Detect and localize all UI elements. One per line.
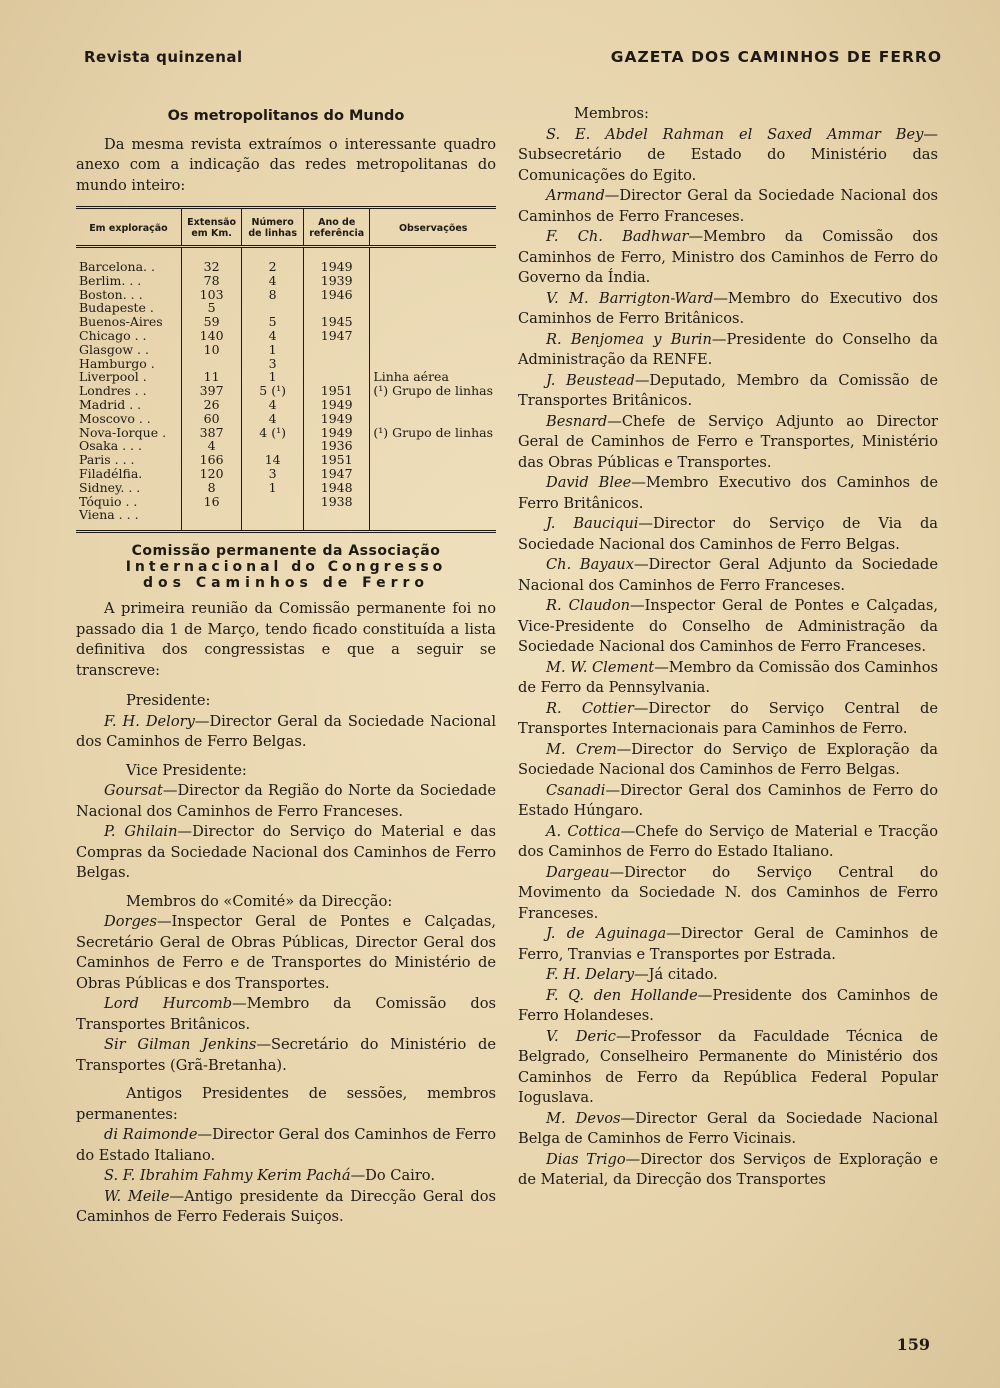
dash-separator: — [197,1126,213,1144]
table-cell [242,495,304,509]
table-cell: Nova-Iorque . [79,424,167,440]
member-name: Dorges [104,913,157,931]
table-cell: 1 [242,370,304,384]
header-right: GAZETA DOS CAMINHOS DE FERRO [610,48,942,66]
table-cell: 78 [181,274,241,288]
table-row [76,370,496,384]
member-entry [518,863,938,925]
member-name: V. Deric [546,1027,616,1045]
member-entry [518,781,938,822]
table-cell: Chicago . . [79,327,147,343]
table-cell [370,467,496,481]
table-cell: 1939 [303,274,369,288]
table-cell [181,508,241,531]
table-cell: 60 [181,412,241,426]
table-cell: 59 [181,315,241,329]
table-cell: 5 [242,315,304,329]
table-cell [370,301,496,315]
table-cell [181,357,241,371]
member-description: Director do Serviço de Via da Sociedade Nacional dos Caminhos de Ferro Belgas. [518,515,938,553]
table-row [76,384,496,398]
table-cell: 1947 [303,329,369,343]
member-name: R. Cottier [546,699,634,717]
member-name: F. Ch. Badhwar [546,228,689,245]
table-cell: Londres . . [79,383,147,399]
table-cell: 8 [181,481,241,495]
table-cell: 1938 [303,495,369,509]
table-row [76,453,496,467]
member-name: R. Benjomea y Burin [546,330,712,348]
table-cell: 10 [181,343,241,357]
table-cell [370,508,496,531]
comite-list [76,912,496,1076]
dash-separator: — [177,823,193,841]
right-column [518,104,938,1191]
member-name: M. Crem [546,740,617,758]
table-cell: 4 (¹) [242,426,304,440]
table-cell: 4 [242,398,304,412]
table-row [76,343,496,357]
dash-separator: — [609,863,625,881]
member-description: Já citado. [648,966,718,983]
member-name: di Raimonde [104,1126,198,1144]
member-entry [518,822,938,863]
table-row [76,329,496,343]
member-name: Lord Hurcomb [104,995,233,1013]
member-entry [518,412,938,474]
commission-title [76,543,496,591]
member-entry [76,1187,496,1228]
table-cell: 11 [181,370,241,384]
table-cell: 16 [181,495,241,509]
dash-separator: — [616,740,632,758]
member-description: Director Geral da Sociedade Nacional Belga de Caminhos de Ferro Vicinais. [518,1109,938,1147]
table-cell [370,412,496,426]
table-cell: Linha aérea [370,370,496,384]
member-entry [76,912,496,994]
table-cell: 1 [242,481,304,495]
table-cell [303,357,369,371]
member-entry [518,658,938,699]
table-cell: 1949 [303,247,369,274]
dash-separator: — [162,782,178,800]
col-header: Extensão em Km. [181,208,241,247]
commission-title-line: Comissão permanente da Associação [131,543,441,560]
table-cell: 1949 [303,398,369,412]
member-entry [518,473,938,514]
table-cell: Tóquio . . [79,493,138,509]
metro-table-header [76,208,496,247]
member-entry [518,924,938,965]
table-row [76,398,496,412]
member-entry [518,125,938,187]
member-entry [76,1166,496,1187]
member-entry [518,986,938,1027]
table-row [76,301,496,315]
table-cell: Buenos-Aires [79,314,163,330]
member-description: Director Geral de Caminhos de Ferro, Tranvias e Transportes por Estrada. [518,925,938,963]
table-cell: Paris . . . [79,452,135,468]
dash-separator: — [256,1036,272,1054]
table-cell: 1946 [303,288,369,302]
member-name: Csanadi [546,781,606,799]
dash-separator: — [711,330,727,348]
page-number: 159 [896,1335,930,1354]
dash-separator: — [620,822,636,840]
table-row [76,357,496,371]
table-row [76,315,496,329]
table-cell: (¹) Grupo de linhas [370,384,496,398]
member-name: Dias Trigo [546,1150,626,1168]
member-description: Director do Serviço Central do Movimento da Sociedade N. dos Caminhos de Ferro Franceses. [518,863,938,922]
table-row [76,288,496,302]
table-cell [242,301,304,315]
presidente-list [76,712,496,753]
member-description: Deputado, Membro da Comissão de Transportes Britânicos. [518,371,938,409]
member-entry [518,186,938,227]
antigos-heading: Antigos Presidentes de sessões, membros permanentes: [76,1085,496,1123]
member-description: Antigo presidente da Direcção Geral dos Caminhos de Ferro Federais Suiços. [76,1187,496,1226]
member-name: F. Q. den Hollande [546,986,698,1004]
member-entry [76,822,496,884]
member-description: Membro do Executivo dos Caminhos de Ferro Britânicos. [518,289,938,327]
vice-list [76,781,496,884]
table-cell: 1951 [303,384,369,398]
member-description: Chefe de Serviço Adjunto ao Director Geral de Caminhos de Ferro e Transportes, Ministério das Obras Públicas e Transportes. [518,412,938,471]
table-cell: 4 [242,329,304,343]
dash-separator: — [605,781,621,799]
dash-separator: — [634,966,649,983]
table-cell [303,343,369,357]
table-cell: 1951 [303,453,369,467]
member-name: Sir Gilman Jenkins [104,1036,257,1054]
member-description: Membro da Comissão dos Caminhos de Ferro da Pennsylvania. [518,658,938,696]
table-cell: Berlim. . . [79,272,142,288]
table-cell: 4 [242,274,304,288]
table-cell: Barcelona. . [79,259,155,274]
member-description: Do Cairo. [365,1167,435,1185]
table-cell: 4 [242,412,304,426]
dash-separator: — [156,913,172,931]
member-description: Inspector Geral de Pontes e Calçadas, Secretário Geral de Obras Públicas, Director Geral dos Caminhos de Ferro e de Transportes do Ministério de Obras Públicas e dos Transportes. [76,913,496,992]
member-entry [518,289,938,330]
table-cell: 1949 [303,412,369,426]
table-cell: 397 [181,384,241,398]
member-name: M. Devos [546,1109,621,1127]
table-cell: Budapeste . [79,300,154,316]
table-cell: 2 [242,247,304,274]
member-description: Director do Serviço do Material e das Compras da Sociedade Nacional dos Caminhos de Ferro Belgas. [76,823,496,882]
member-description: Director Geral dos Caminhos de Ferro do Estado Húngaro. [518,781,938,819]
dash-separator: — [697,986,713,1004]
dash-separator: — [634,371,650,389]
member-entry [518,965,938,986]
table-cell [370,288,496,302]
dash-separator: — [633,556,649,573]
member-entry [518,740,938,781]
member-name: V. M. Barrigton-Ward [546,289,714,307]
member-description: Chefe do Serviço de Material e Tracção dos Caminhos de Ferro do Estado Italiano. [518,822,938,860]
table-cell: 1948 [303,481,369,495]
dash-separator: — [688,228,704,245]
member-entry [76,1035,496,1076]
table-row [76,495,496,509]
member-description: Director Geral dos Caminhos de Ferro do Estado Italiano. [76,1126,497,1164]
member-description: Director do Serviço Central de Transportes Internacionais para Caminhos de Ferro. [518,699,938,737]
dash-separator: — [638,515,654,532]
table-cell [370,481,496,495]
member-name: S. F. Ibrahim Fahmy Kerim Pachá [104,1167,351,1185]
metro-table [76,206,496,533]
table-cell: (¹) Grupo de linhas [370,426,496,440]
member-entry [518,330,938,371]
table-cell [370,357,496,371]
table-cell [370,315,496,329]
member-description: Membro da Comissão dos Caminhos de Ferro, Ministro dos Caminhos de Ferro do Governo da Índia. [518,228,939,286]
member-description: Professor da Faculdade Técnica de Belgrado, Conselheiro Permanente do Ministério dos Caminhos de Ferro da República Federal Popular Ioguslava. [518,1027,939,1106]
table-cell: Madrid . . [79,396,142,412]
table-cell: 103 [181,288,241,302]
metro-intro: Da mesma revista extraímos o interessante quadro anexo com a indicação das redes metropolitanas do mundo inteiro: [76,135,496,194]
member-entry [518,1150,938,1191]
table-cell: 14 [242,453,304,467]
dash-separator: — [654,658,669,676]
left-column [76,104,496,1228]
member-entry [518,227,938,289]
table-cell: 26 [181,398,241,412]
member-entry [518,596,938,658]
table-cell: Boston. . . [79,286,143,302]
dash-separator: — [666,925,681,942]
table-cell [242,439,304,453]
table-cell: Glasgow . . [79,341,149,357]
member-description: Director Geral Adjunto da Sociedade Nacional dos Caminhos de Ferro Franceses. [518,556,939,594]
member-name: Armand [546,187,605,204]
table-cell: 166 [181,453,241,467]
table-cell: Moscovo . . [79,410,151,426]
member-entry [518,514,938,555]
member-entry [518,699,938,740]
table-cell: 1945 [303,315,369,329]
member-description: Membro Executivo dos Caminhos de Ferro Britânicos. [518,474,938,512]
col-header: Número de linhas [242,208,304,247]
member-description: Director do Serviço de Exploração da Sociedade Nacional dos Caminhos de Ferro Belgas. [518,740,939,778]
membros-list [518,125,938,1191]
member-entry [518,555,938,596]
table-cell: 4 [181,439,241,453]
presidente-heading: Presidente: [126,692,211,710]
col-header: Ano de referência [303,208,369,247]
table-cell: 1 [242,343,304,357]
table-row [76,508,496,531]
table-cell: Filadélfia. [79,465,143,481]
table-cell: 1936 [303,439,369,453]
dash-separator: — [633,699,649,717]
col-header: Observações [370,208,496,247]
table-cell: 120 [181,467,241,481]
member-name: Ch. Bayaux [546,556,634,573]
table-cell [370,453,496,467]
commission-intro: A primeira reunião da Comissão permanente foi no passado dia 1 de Março, tendo ficado constituída a lista definitiva dos congressistas e que a seguir se transcreve: [76,600,496,679]
table-cell: Liverpool . [79,369,147,385]
dash-separator: — [604,187,620,204]
member-name: R. Claudon [546,597,631,614]
table-cell: Viena . . . [79,507,139,523]
table-cell: 3 [242,467,304,481]
dash-separator: — [615,1027,631,1045]
table-cell [242,508,304,531]
table-row [76,467,496,481]
member-name: F. H. Delory [104,712,195,730]
table-cell [370,247,496,274]
member-name: M. W. Clement [546,658,655,676]
dash-separator: — [631,474,646,491]
member-name: F. H. Delary [546,966,635,983]
member-name: J. Beustead [546,371,635,389]
member-entry [76,781,496,822]
dash-separator: — [169,1187,185,1205]
table-cell [370,274,496,288]
member-description: Inspector Geral de Pontes e Calçadas, Vice-Presidente do Conselho de Administração da Sociedade Nacional dos Caminhos de Ferro Franceses. [518,597,938,655]
table-cell: 8 [242,288,304,302]
table-cell [370,495,496,509]
table-row [76,426,496,440]
dash-separator: — [194,712,210,730]
member-entry [76,994,496,1035]
member-description: Director Geral da Sociedade Nacional dos Caminhos de Ferro Belgas. [76,712,496,751]
member-name: P. Ghilain [104,823,178,841]
dash-separator: — [625,1150,641,1168]
table-cell: 1947 [303,467,369,481]
table-cell: 32 [181,247,241,274]
table-cell [370,439,496,453]
member-entry [518,1027,938,1109]
member-description: Director da Região do Norte da Sociedade Nacional dos Caminhos de Ferro Franceses. [76,782,496,820]
dash-separator: — [620,1109,636,1127]
metro-table-body [76,247,496,532]
commission-title-line: Internacional do Congresso [125,559,447,576]
comite-heading: Membros do «Comité» da Direcção: [126,892,393,910]
commission-title-line: dos Caminhos de Ferro [142,575,430,592]
table-cell [303,370,369,384]
antigos-list [76,1125,496,1228]
dash-separator: — [630,597,645,614]
dash-separator: — [923,125,938,143]
table-cell: Sidney. . . [79,479,141,495]
member-name: W. Meile [104,1187,170,1205]
header-left: Revista quinzenal [84,48,243,66]
member-description: Presidente dos Caminhos de Ferro Holandeses. [518,986,938,1024]
table-cell: Osaka . . . [79,438,142,454]
dash-separator: — [232,995,247,1013]
member-description: Secretário do Ministério de Transportes (Grã-Bretanha). [76,1036,496,1074]
table-cell [303,301,369,315]
member-name: J. de Aguinaga [546,925,667,942]
member-name: J. Bauciqui [546,515,639,532]
member-description: Membro da Comissão dos Transportes Britânicos. [76,995,496,1033]
member-entry [76,712,496,753]
member-description: Subsecretário de Estado do Ministério das Comunicações do Egito. [518,146,938,184]
table-cell: 140 [181,329,241,343]
member-description: Presidente do Conselho da Administração da RENFE. [518,330,938,368]
member-description: Director dos Serviços de Exploração e de Material, da Direcção dos Transportes [518,1150,938,1188]
member-name: Goursat [104,782,163,800]
vice-heading: Vice Presidente: [126,761,247,779]
table-row [76,412,496,426]
table-row [76,439,496,453]
member-entry [76,1125,496,1166]
dash-separator: — [350,1167,366,1185]
table-row [76,274,496,288]
member-name: A. Cottica [546,822,621,840]
table-row [76,247,496,274]
table-cell: 1949 [303,426,369,440]
dash-separator: — [607,412,622,430]
member-entry [518,1109,938,1150]
dash-separator: — [713,289,728,307]
metro-title: Os metropolitanos do Mundo [167,108,405,124]
member-name: S. E. Abdel Rahman el Saxed Ammar Bey [546,125,924,143]
member-name: David Blee [546,474,632,491]
member-entry [518,371,938,412]
member-description: Director Geral da Sociedade Nacional dos Caminhos de Ferro Franceses. [518,187,938,225]
table-cell: 5 (¹) [242,384,304,398]
table-cell [370,343,496,357]
table-cell: Hamburgo . [79,355,155,371]
table-cell: 3 [242,357,304,371]
table-cell [370,329,496,343]
table-cell [303,508,369,531]
member-name: Dargeau [546,863,610,881]
table-cell: 387 [181,426,241,440]
member-name: Besnard [546,412,608,430]
col-header: Em exploração [76,208,181,247]
table-cell: 5 [181,301,241,315]
table-cell [370,398,496,412]
table-row [76,481,496,495]
membros-heading: Membros: [574,105,649,122]
